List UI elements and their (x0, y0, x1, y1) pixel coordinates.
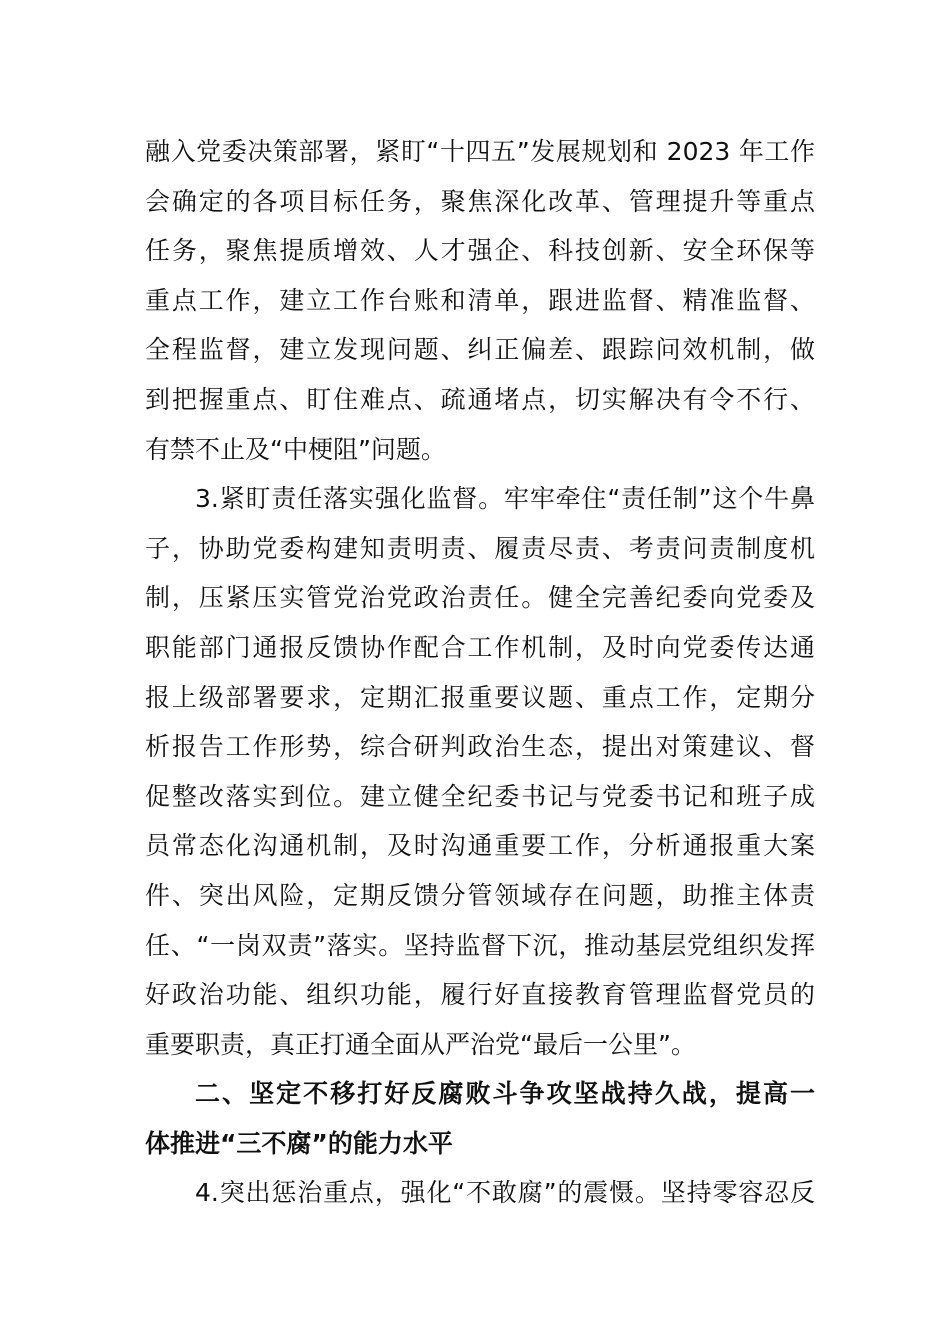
section-heading (145, 1069, 815, 1168)
text-line: 员常态化沟通机制，及时沟通重要工作，分析通报重大案 (145, 831, 815, 861)
text-line: 到把握重点、盯住难点、疏通堵点，切实解决有令不行、 (145, 384, 815, 414)
text-line: 3.紧盯责任落实强化监督。牢牢牵住“责任制”这个牛鼻 (195, 484, 815, 514)
text-line: 促整改落实到位。建立健全纪委书记与党委书记和班子成 (145, 781, 815, 811)
text-line: 制，压紧压实管党治党政治责任。健全完善纪委向党委及 (145, 583, 815, 613)
text-line: 任、“一岗双责”落实。坚持监督下沉，推动基层党组织发挥 (145, 930, 815, 960)
text-line: 重点工作，建立工作台账和清单，跟进监督、精准监督、 (145, 285, 815, 315)
text-line: 会确定的各项目标任务，聚焦深化改革、管理提升等重点 (145, 186, 815, 216)
text-line: 报上级部署要求，定期汇报重要议题、重点工作，定期分 (145, 682, 815, 712)
text-line: 4.突出惩治重点，强化“不敢腐”的震慑。坚持零容忍反 (195, 1178, 815, 1208)
paragraph-1 (145, 127, 815, 474)
text-line: 职能部门通报反馈协作配合工作机制，及时向党委传达通 (145, 632, 815, 662)
text-line: 件、突出风险，定期反馈分管领域存在问题，助推主体责 (145, 880, 815, 910)
paragraph-2 (145, 474, 815, 1069)
text-line: 全程监督，建立发现问题、纠正偏差、跟踪问效机制，做 (145, 335, 815, 365)
text-line: 子，协助党委构建知责明责、履责尽责、考责问责制度机 (145, 533, 815, 563)
text-line: 好政治功能、组织功能，履行好直接教育管理监督党员的 (145, 980, 815, 1010)
paragraph-3 (145, 1168, 815, 1218)
text-line: 有禁不止及“中梗阻”问题。 (145, 434, 446, 464)
heading-line: 二、坚定不移打好反腐败斗争攻坚战持久战，提高一 (195, 1079, 815, 1109)
text-line: 任务，聚焦提质增效、人才强企、科技创新、安全环保等 (145, 236, 815, 266)
text-line: 融入党委决策部署，紧盯“十四五”发展规划和 2023 年工作 (145, 137, 815, 166)
text-line: 析报告工作形势，综合研判政治生态，提出对策建议、督 (145, 732, 815, 762)
heading-line: 体推进“三不腐”的能力水平 (145, 1128, 453, 1158)
document-body (145, 127, 815, 1218)
text-line: 重要职责，真正打通全面从严治党“最后一公里”。 (145, 1029, 696, 1059)
